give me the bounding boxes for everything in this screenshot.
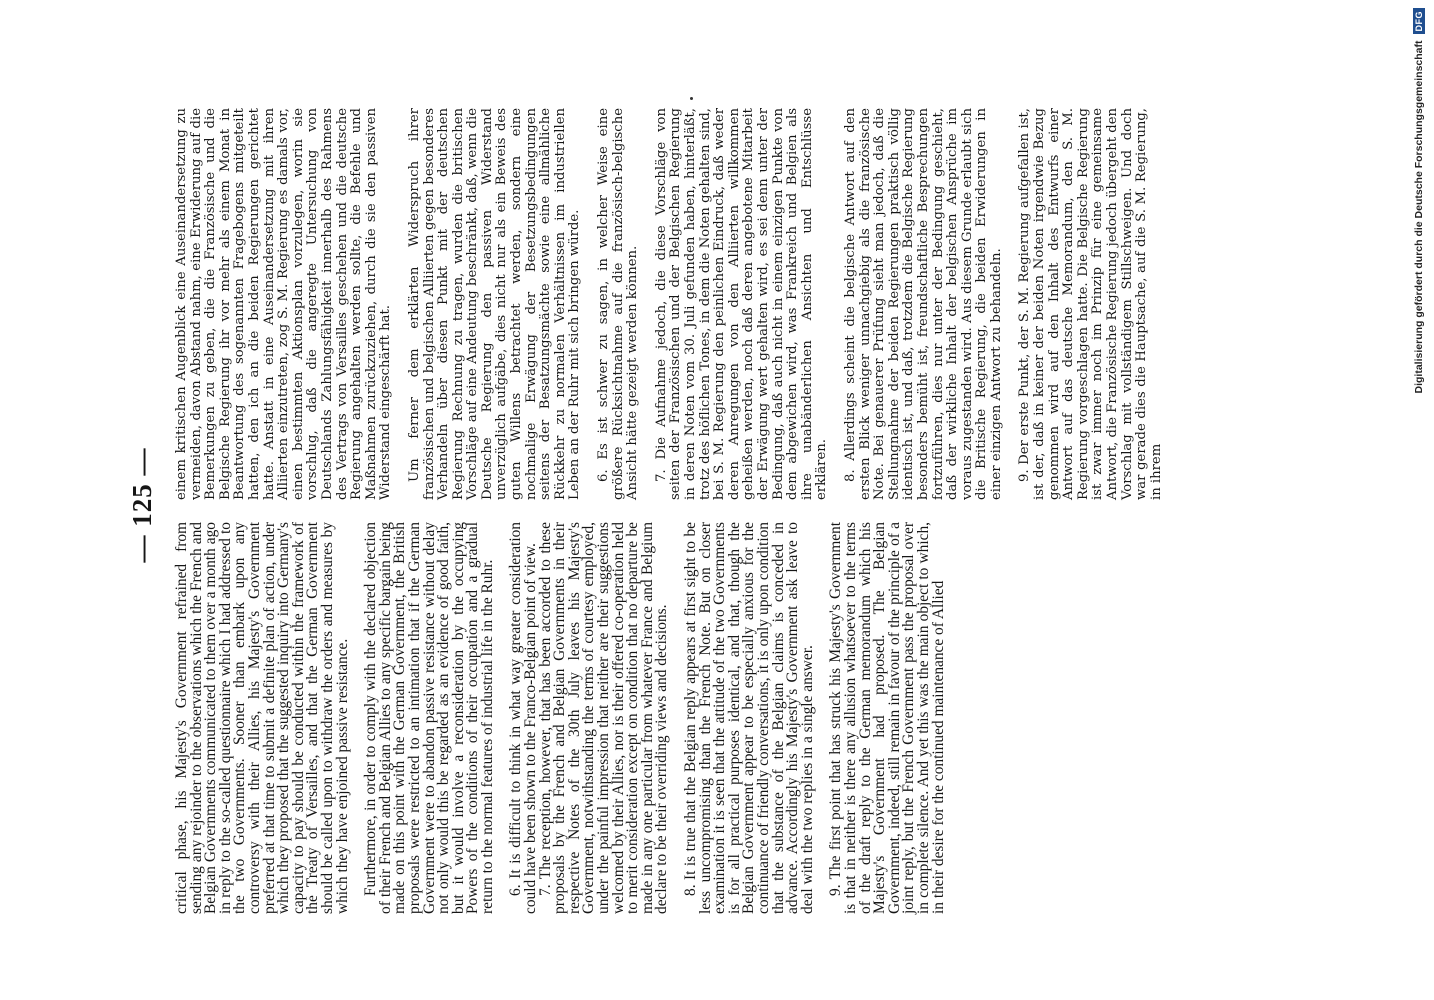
- german-paragraph-9: 9. Der erste Punkt, der S. M. Regierung aufgefallen ist, ist der, daß in keiner der beiden Noten irgendwie Bezug genommen wird auf den Inhalt des Entwurfs einer Antwort auf das deutsche Memorandum, den S. M. Regierung vorgeschlagen hatte. Die Belgische Regierung ist zwar immer noch im Prinzip für eine gemeinsame Antwort, die Französische Regierung jedoch übergeht den Vorschlag mit vollständigem Stillschweigen. Und doch war gerade dies die Hauptsache, auf die S. M. Regierung, in ihrem: [1017, 108, 1164, 500]
- english-paragraph-7: 7. The reception, however, that has been accorded to these proposals by the French and Belgian Governments in their respective Notes of the 30th July leaves his Majesty's Government, notwithstanding the terms of courtesy employed, under the painful impression that neither are their suggestions welcomed by their Allies, nor is their offered co-operation held to merit consideration except on condition that no departure be made in any one particular from whatever France and Belgium declare to be their overriding views and decisions.: [536, 522, 671, 914]
- english-column: [175, 522, 1305, 914]
- german-paragraph-8: 8. Allerdings scheint die belgische Antwort auf den ersten Blick weniger unnachgiebig als die französische Note. Bei genauerer Prüfung sieht man jedoch, daß die Stellungnahme der beiden Regierungen praktisch völlig identisch ist, und daß, trotzdem die Belgische Regierung besonders bemüht ist, freundschaftliche Besprechungen fortzuführen, dies nur unter der Bedingung geschieht, daß der wirkliche Inhalt der belgischen Ansprüche im voraus zugestanden wird. Aus diesem Grunde erlaubt sich die Britische Regierung, die beiden Erwiderungen in einer einzigen Antwort zu behandeln.: [842, 108, 1004, 500]
- dfg-logo-icon: DFG: [1413, 8, 1425, 35]
- english-paragraph-opening: critical phase, his Majesty's Government refrained from sending any rejoinder to the observations which the French and Belgian Governments communicated to them over a month ago in reply to the so-called questionnaire which I had addressed to the two Governments. Sooner than embark upon any controversy with their Allies, his Majesty's Government preferred at that time to submit a definite plan of action, under which they proposed that the suggested inquiry into Germany's capacity to pay should be conducted within the framework of the Treaty of Versailles, and that the German Government should be called upon to withdraw the orders and measures by which they have enjoined passive resistance.: [173, 522, 351, 914]
- german-paragraph-6: 6. Es ist schwer zu sagen, in welcher Weise eine größere Rücksichtnahme auf die französisch-belgische Ansicht hätte gezeigt werden können.: [596, 108, 641, 500]
- german-paragraph-furthermore: Um ferner dem erklärten Widerspruch ihrer französischen und belgischen Alliierten gegen besonderes Verhandeln über diesen Punkt mit der deutschen Regierung Rechnung zu tragen, wurden die britischen Vorschläge auf eine Andeutung beschränkt, daß, wenn die Deutsche Regierung den passiven Widerstand unverzüglich aufgäbe, dies nicht nur als ein Beweis des guten Willens betrachtet werden, sondern eine nochmalige Erwägung der Besetzungsbedingungen seitens der Besatzungsmächte sowie eine allmähliche Rückkehr zu normalen Verhältnissen im industriellen Leben an der Ruhr mit sich bringen würde.: [406, 108, 583, 500]
- german-column: [175, 108, 1305, 500]
- scan-speck: [690, 97, 693, 100]
- credit-text: Digitalisierung gefördert durch die Deutsche Forschungsgemeinschaft: [1413, 40, 1425, 394]
- english-paragraph-furthermore: Furthermore, in order to comply with the declared objection of their French and Belgian Allies to any specific bargain being made on this point with the German Government, the British proposals were restricted to an intimation that if the German Government were to abandon passive resistance without delay not only would this be regarded as an evidence of good faith, but it would involve a reconsideration by the occupying Powers of the conditions of their occupation and a gradual return to the normal features of industrial life in the Ruhr.: [362, 522, 496, 914]
- english-paragraph-8: 8. It is true that the Belgian reply appears at first sight to be less uncompromising than the French Note. But on closer examination it is seen that the attitude of the two Governments is for all practical purposes identical, and that, though the Belgian Government appear to be especially anxious for the continuance of friendly conversations, it is only upon condition that the substance of the Belgian claims is conceded in advance. Accordingly his Majesty's Government ask leave to deal with the two replies in a single answer.: [682, 522, 816, 914]
- english-paragraph-9: 9. The first point that has struck his Majesty's Government is that in neither is there any allusion whatsoever to the terms of the draft reply to the German memorandum which his Majesty's Government had proposed. The Belgian Government, indeed, still remain in favour of the principle of a joint reply, but the French Government pass the proposal over in complete silence. And yet this was the main object to which, in their desire for the continued maintenance of Allied: [827, 522, 947, 914]
- rotated-page: [97, 90, 1347, 920]
- english-paragraph-6: 6. It is difficult to think in what way greater consideration could have been shown to the Franco-Belgian point of view.: [507, 522, 540, 914]
- digitization-credit: [1409, 8, 1429, 393]
- page-number: — 125 —: [127, 447, 157, 563]
- german-paragraph-opening: einem kritischen Augenblick eine Auseinandersetzung zu vermeiden, davon Abstand nahm, eine Erwiderung auf die Bemerkungen zu geben, die die Französische und die Belgische Regierung ihr vor mehr als einem Monat in Beantwortung des sogenannten Fragebogens mitgeteilt hatten, den ich an die beiden Regierungen gerichtet hatte. Anstatt in eine Auseinandersetzung mit ihren Alliierten einzutreten, zog S. M. Regierung es damals vor, einen bestimmten Aktionsplan vorzulegen, worin sie vorschlug, daß die angeregte Untersuchung von Deutschlands Zahlungsfähigkeit innerhalb des Rahmens des Vertrags von Versailles geschehen und die deutsche Regierung angehalten werden sollte, die Befehle und Maßnahmen zurückzuziehen, durch die sie den passiven Widerstand eingeschärft hat.: [174, 108, 394, 500]
- german-paragraph-7: 7. Die Aufnahme jedoch, die diese Vorschläge von seiten der Französischen und der Belgischen Regierung in deren Noten vom 30. Juli gefunden haben, hinterläßt, trotz des höflichen Tones, in dem die Noten gehalten sind, bei S. M. Regierung den peinlichen Eindruck, daß weder deren Anregungen von den Alliierten willkommen geheißen werden, noch daß deren angebotene Mitarbeit der Erwägung wert gehalten wird, es sei denn unter der Bedingung, daß auch nicht in einem einzigen Punkte von dem abgewichen wird, was Frankreich und Belgien als ihre unabänderlichen Ansichten und Entschlüsse erklären.: [653, 108, 830, 500]
